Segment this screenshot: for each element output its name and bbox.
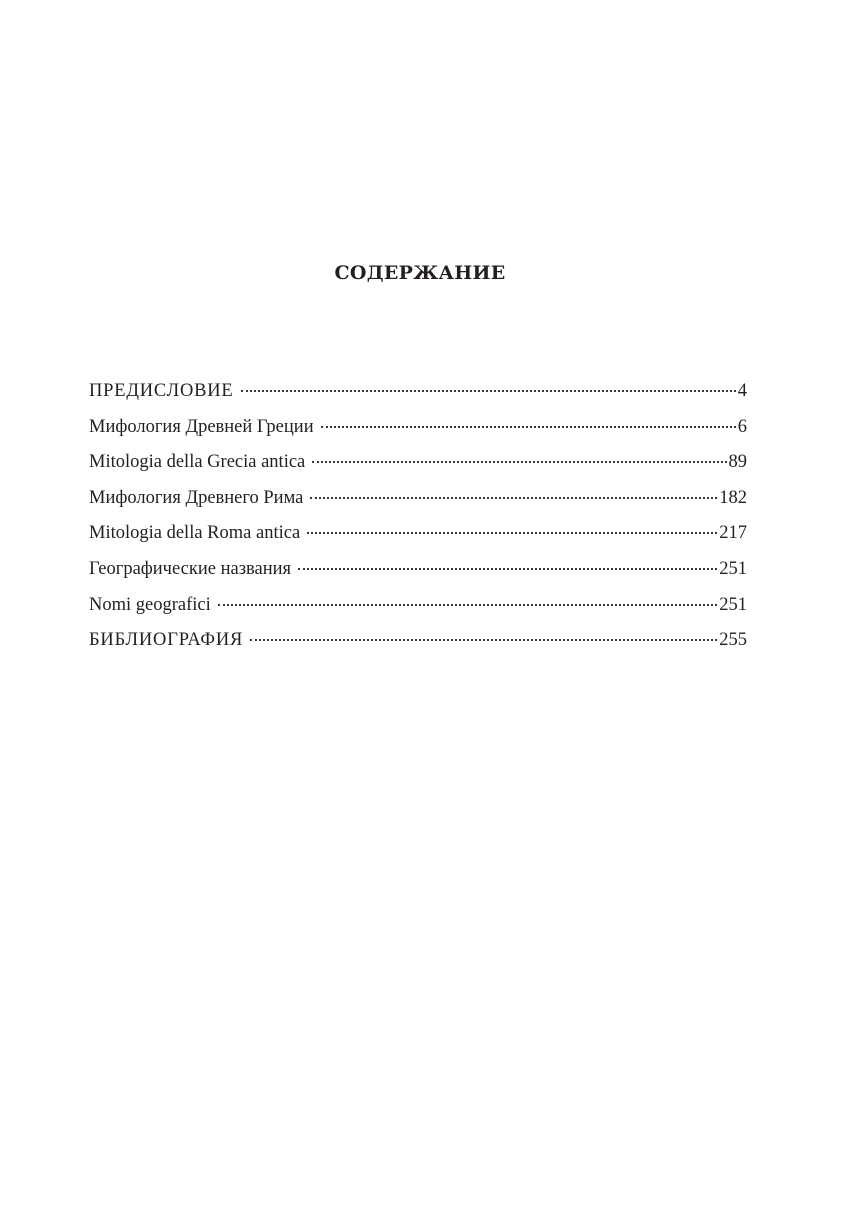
toc-entry-label: ПРЕДИСЛОВИЕ xyxy=(89,381,234,401)
page-title: СОДЕРЖАНИЕ xyxy=(334,262,506,284)
toc-page-number: 217 xyxy=(719,523,747,544)
dot-leader xyxy=(312,460,726,463)
toc-page-number: 89 xyxy=(728,452,747,473)
toc-entry-roman-mythology-ru[interactable] xyxy=(89,485,747,521)
toc-entry-label: БИБЛИОГРАФИЯ xyxy=(89,630,244,651)
dot-leader xyxy=(298,567,717,570)
toc-page-number: 251 xyxy=(719,558,747,579)
toc-page-number: 182 xyxy=(719,487,747,508)
table-of-contents xyxy=(89,378,747,663)
toc-entry-label: Географические названия xyxy=(89,558,292,579)
toc-entry-greek-mythology-ru[interactable] xyxy=(89,414,747,450)
toc-entry-label: Мифология Древней Греции xyxy=(89,416,314,437)
toc-entry-label: Mitologia della Grecia antica xyxy=(89,452,306,473)
toc-entry-geographic-names-ru[interactable] xyxy=(89,556,747,592)
toc-page-number: 255 xyxy=(719,630,747,651)
dot-leader xyxy=(218,603,718,606)
toc-entry-preface[interactable] xyxy=(89,378,747,414)
dot-leader xyxy=(250,638,717,641)
toc-page-number: 6 xyxy=(737,416,747,437)
dot-leader xyxy=(310,496,717,499)
toc-entry-label: Nomi geografici xyxy=(89,594,211,615)
toc-page-number: 251 xyxy=(719,594,747,615)
toc-entry-label: Mitologia della Roma antica xyxy=(89,523,301,544)
dot-leader xyxy=(321,425,736,428)
toc-entry-bibliography[interactable] xyxy=(89,627,747,663)
dot-leader xyxy=(307,531,717,534)
toc-entry-greek-mythology-it[interactable] xyxy=(89,449,747,485)
toc-entry-geographic-names-it[interactable] xyxy=(89,592,747,628)
toc-entry-label: Мифология Древнего Рима xyxy=(89,487,304,508)
toc-page-number: 4 xyxy=(737,381,747,401)
toc-entry-roman-mythology-it[interactable] xyxy=(89,520,747,556)
dot-leader xyxy=(241,389,736,392)
